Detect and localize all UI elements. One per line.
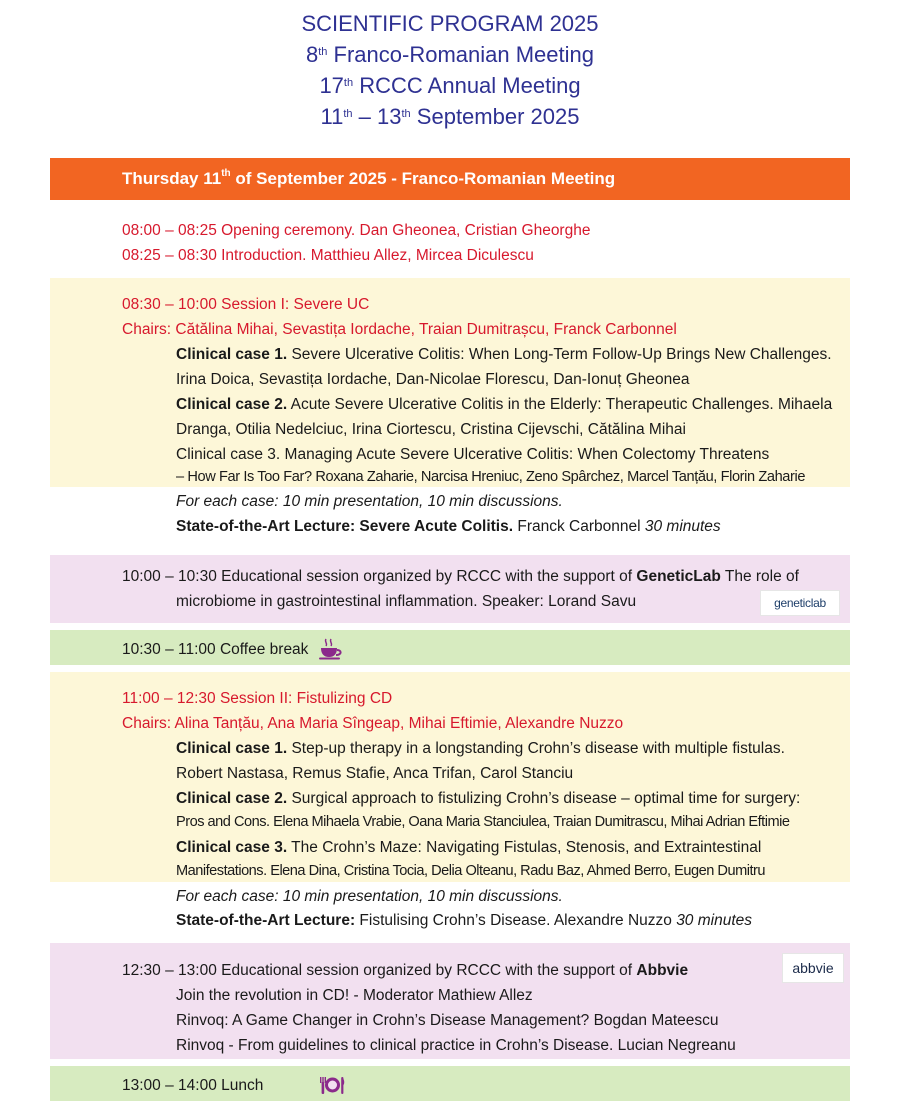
day-heading-band: Thursday 11th of September 2025 - Franco-Romanian Meeting — [50, 158, 850, 200]
program-header — [0, 8, 900, 132]
session1-case1-title: Clinical case 1. Severe Ulcerative Colitis: When Long-Term Follow-Up Brings New Challenges. — [176, 346, 832, 363]
session1-case1-authors: Irina Doica, Sevastița Iordache, Dan-Nicolae Florescu, Dan-Ionuț Gheonea — [176, 371, 690, 388]
session2-lecture: State-of-the-Art Lecture: Fistulising Crohn’s Disease. Alexandre Nuzzo 30 minutes — [176, 912, 753, 929]
lunch-line: 13:00 – 14:00 Lunch — [122, 1077, 264, 1094]
edu-session1-line1: 10:00 – 10:30 Educational session organized by RCCC with the support of GeneticLab The role of — [122, 568, 799, 585]
session1-title: 08:30 – 10:00 Session I: Severe UC — [122, 296, 370, 313]
session2-case1-authors: Robert Nastasa, Remus Stafie, Anca Trifan, Carol Stanciu — [176, 765, 574, 782]
edu-session2-line1: 12:30 – 13:00 Educational session organized by RCCC with the support of Abbvie — [122, 962, 689, 979]
session2-title: 11:00 – 12:30 Session II: Fistulizing CD — [122, 690, 393, 707]
session2-case2-title: Clinical case 2. Surgical approach to fistulizing Crohn’s disease – optimal time for surgery: — [176, 790, 801, 807]
meeting-dates: 11th – 13th September 2025 — [320, 104, 580, 129]
edu-session2-talk1: Rinvoq: A Game Changer in Crohn’s Disease Management? Bogdan Mateescu — [176, 1012, 719, 1029]
abbvie-logo: abbvie — [782, 953, 844, 983]
session2-chairs: Chairs: Alina Tanțău, Ana Maria Sîngeap, Mihai Eftimie, Alexandre Nuzzo — [122, 715, 624, 732]
session1-case3-title: Clinical case 3. Managing Acute Severe Ulcerative Colitis: When Colectomy Threatens — [176, 446, 770, 463]
session2-case1-title: Clinical case 1. Step-up therapy in a longstanding Crohn’s disease with multiple fistulas. — [176, 740, 785, 757]
edu-session2-moderator: Join the revolution in CD! - Moderator Mathiew Allez — [176, 987, 533, 1004]
session1-case2-title: Clinical case 2. Acute Severe Ulcerative Colitis in the Elderly: Therapeutic Challenges. Mihaela — [176, 396, 833, 413]
session1-chairs: Chairs: Cătălina Mihai, Sevastița Iordache, Traian Dumitrașcu, Franck Carbonnel — [122, 321, 677, 338]
meeting-line-franco-romanian: 8th Franco-Romanian Meeting — [305, 42, 594, 67]
session1-note: For each case: 10 min presentation, 10 min discussions. — [176, 493, 563, 510]
opening-ceremony-line: 08:00 – 08:25 Opening ceremony. Dan Gheonea, Cristian Gheorghe — [122, 222, 591, 239]
session1-case3-authors: – How Far Is Too Far? Roxana Zaharie, Narcisa Hreniuc, Zeno Spârchez, Marcel Tanțău, Florin Zaharie — [176, 469, 806, 485]
session1-lecture: State-of-the-Art Lecture: Severe Acute Colitis. Franck Carbonnel 30 minutes — [176, 518, 721, 535]
plate-cutlery-icon — [318, 1074, 346, 1096]
program-title: SCIENTIFIC PROGRAM 2025 — [301, 11, 599, 36]
coffee-break-line: 10:30 – 11:00 Coffee break — [122, 641, 309, 658]
coffee-cup-icon — [318, 638, 344, 660]
session2-case3-title: Clinical case 3. The Crohn’s Maze: Navigating Fistulas, Stenosis, and Extraintestinal — [176, 839, 762, 856]
session2-note: For each case: 10 min presentation, 10 min discussions. — [176, 888, 563, 905]
edu-session1-line2: microbiome in gastrointestinal inflammation. Speaker: Lorand Savu — [176, 593, 637, 610]
edu-session2-talk2: Rinvoq - From guidelines to clinical practice in Crohn’s Disease. Lucian Negreanu — [176, 1037, 736, 1054]
geneticlab-logo: geneticlab — [760, 590, 840, 616]
session1-case2-authors: Dranga, Otilia Nedelciuc, Irina Ciortescu, Cristina Cijevschi, Cătălina Mihai — [176, 421, 686, 438]
session2-case3-authors: Manifestations. Elena Dina, Cristina Tocia, Delia Olteanu, Radu Baz, Ahmed Berro, Eugen Dumitru — [176, 863, 766, 879]
introduction-line: 08:25 – 08:30 Introduction. Matthieu Allez, Mircea Diculescu — [122, 247, 534, 264]
meeting-line-rccc: 17th RCCC Annual Meeting — [319, 73, 581, 98]
session2-case2-authors: Pros and Cons. Elena Mihaela Vrabie, Oana Maria Stanciulea, Traian Dumitrascu, Mihai Adrian Eftimie — [176, 814, 790, 830]
